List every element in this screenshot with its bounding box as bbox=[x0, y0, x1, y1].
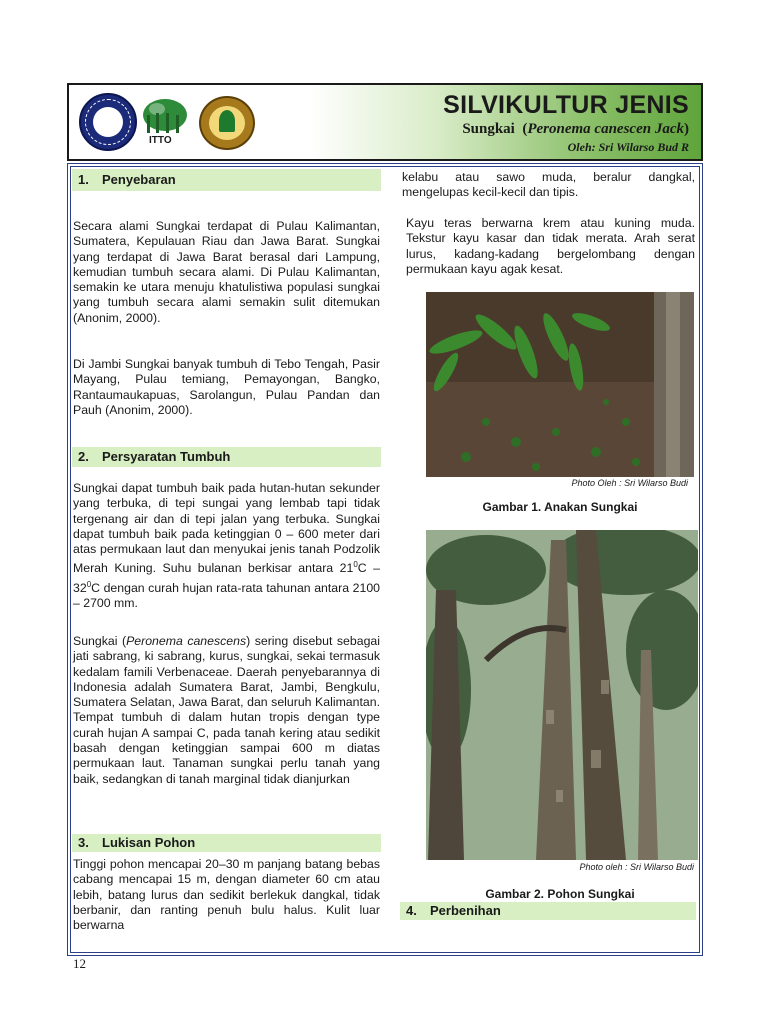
paragraph-kulit: kelabu atau sawo muda, beralur dangkal, mengelupas kecil-kecil dan tipis. bbox=[402, 170, 695, 200]
paragraph-kayu: Kayu teras berwarna krem atau kuning muda. Tekstur kayu kasar dan tidak merata. Arah serat lurus, kadang-kadang bergelombang dengan permukaan kayu agak kesat. bbox=[406, 216, 695, 276]
header-banner bbox=[67, 83, 703, 161]
figure-caption-2: Gambar 2. Pohon Sungkai bbox=[485, 887, 635, 901]
figure-caption-1: Gambar 1. Anakan Sungkai bbox=[482, 500, 638, 514]
forestry-logo-icon bbox=[199, 96, 255, 150]
itto-logo-icon bbox=[139, 95, 191, 151]
photo-credit-2: Photo oleh : Sri Wilarso Budi bbox=[579, 862, 694, 872]
ipb-logo-icon bbox=[79, 93, 137, 151]
photo-pohon-sungkai bbox=[426, 530, 698, 860]
paragraph-persyaratan-2: Sungkai (Peronema canescens) sering disebut sebagai jati sabrang, ki sabrang, kurus, sungkai, sekai termasuk kedalam famili Verbenaceae. Daerah penyebarannya di Indonesia adalah Sumatera Barat, Jambi, Bengkulu, Sumatera Selatan, Jawa Barat, dan seluruh Kalimantan. Tempat tumbuh di dalam hutan tropis dengan type curah hujan A sampai C, pada tanah kering atau sedikit basah dengan ketinggian sampai 600 m diatas permukaan laut. Tanaman sungkai perlu tanah yang baik, sedangkan di tanah marginal tidak dianjurkan bbox=[73, 634, 380, 786]
photo-credit-1: Photo Oleh : Sri Wilarso Budi bbox=[571, 478, 688, 488]
itto-logo-text: ITTO bbox=[149, 135, 172, 146]
section-heading-penyebaran: 1. Penyebaran bbox=[72, 169, 381, 191]
paragraph-penyebaran-1: Secara alami Sungkai terdapat di Pulau Kalimantan, Sumatera, Kepulauan Riau dan Jawa Barat. Sungkai yang terdapat di Jawa Barat berasal dari Lampung, kemudian tumbuh secara alami. Di Pulau Kalimantan, semakin ke utara menuju khatulistiwa populasi sungkai yang tumbuh secara alami semakin sulit ditemukan (Anonim, 2000). bbox=[73, 219, 380, 325]
page-subtitle: Sungkai (Peronema canescen Jack) bbox=[462, 121, 689, 137]
page-title: SILVIKULTUR JENIS bbox=[443, 91, 689, 119]
paragraph-penyebaran-2: Di Jambi Sungkai banyak tumbuh di Tebo Tengah, Pasir Mayang, Pulau temiang, Pemayongan, Bangko, Rantaumaukapuas, Sarolangun, Pulau Pandan dan Pauh (Anonim, 2000). bbox=[73, 357, 380, 417]
section-heading-lukisan: 3. Lukisan Pohon bbox=[72, 834, 381, 852]
paragraph-lukisan: Tinggi pohon mencapai 20–30 m panjang batang bebas cabang mencapai 15 m, dengan diameter 60 cm atau lebih, batang lurus dan sedikit berlekuk dangkal, tidak berbanir, dan ranting penuh bulu halus. Kulit luar berwarna bbox=[73, 857, 380, 933]
photo-anakan-sungkai bbox=[426, 292, 694, 477]
author-line: Oleh: Sri Wilarso Bud R bbox=[567, 140, 689, 154]
page-number: 12 bbox=[73, 956, 86, 971]
section-heading-persyaratan: 2. Persyaratan Tumbuh bbox=[72, 447, 381, 467]
paragraph-persyaratan-1: Sungkai dapat tumbuh baik pada hutan-hutan sekunder yang terbuka, di tepi sungai yang lembab tapi tidak tergenang air dan di tepi jalan yang terbuka. Sungkai dapat tumbuh baik pada ketinggian 0 – 600 meter dari atas permukaan laut dan menyukai jenis tanah Podzolik Merah Kuning. Suhu bulanan berkisar antara $21^0C - 32^0C$ dengan curah hujan rata-rata tahunan antara 2100 – 2700 mm. bbox=[73, 481, 380, 611]
section-heading-perbenihan: 4. Perbenihan bbox=[400, 902, 696, 920]
